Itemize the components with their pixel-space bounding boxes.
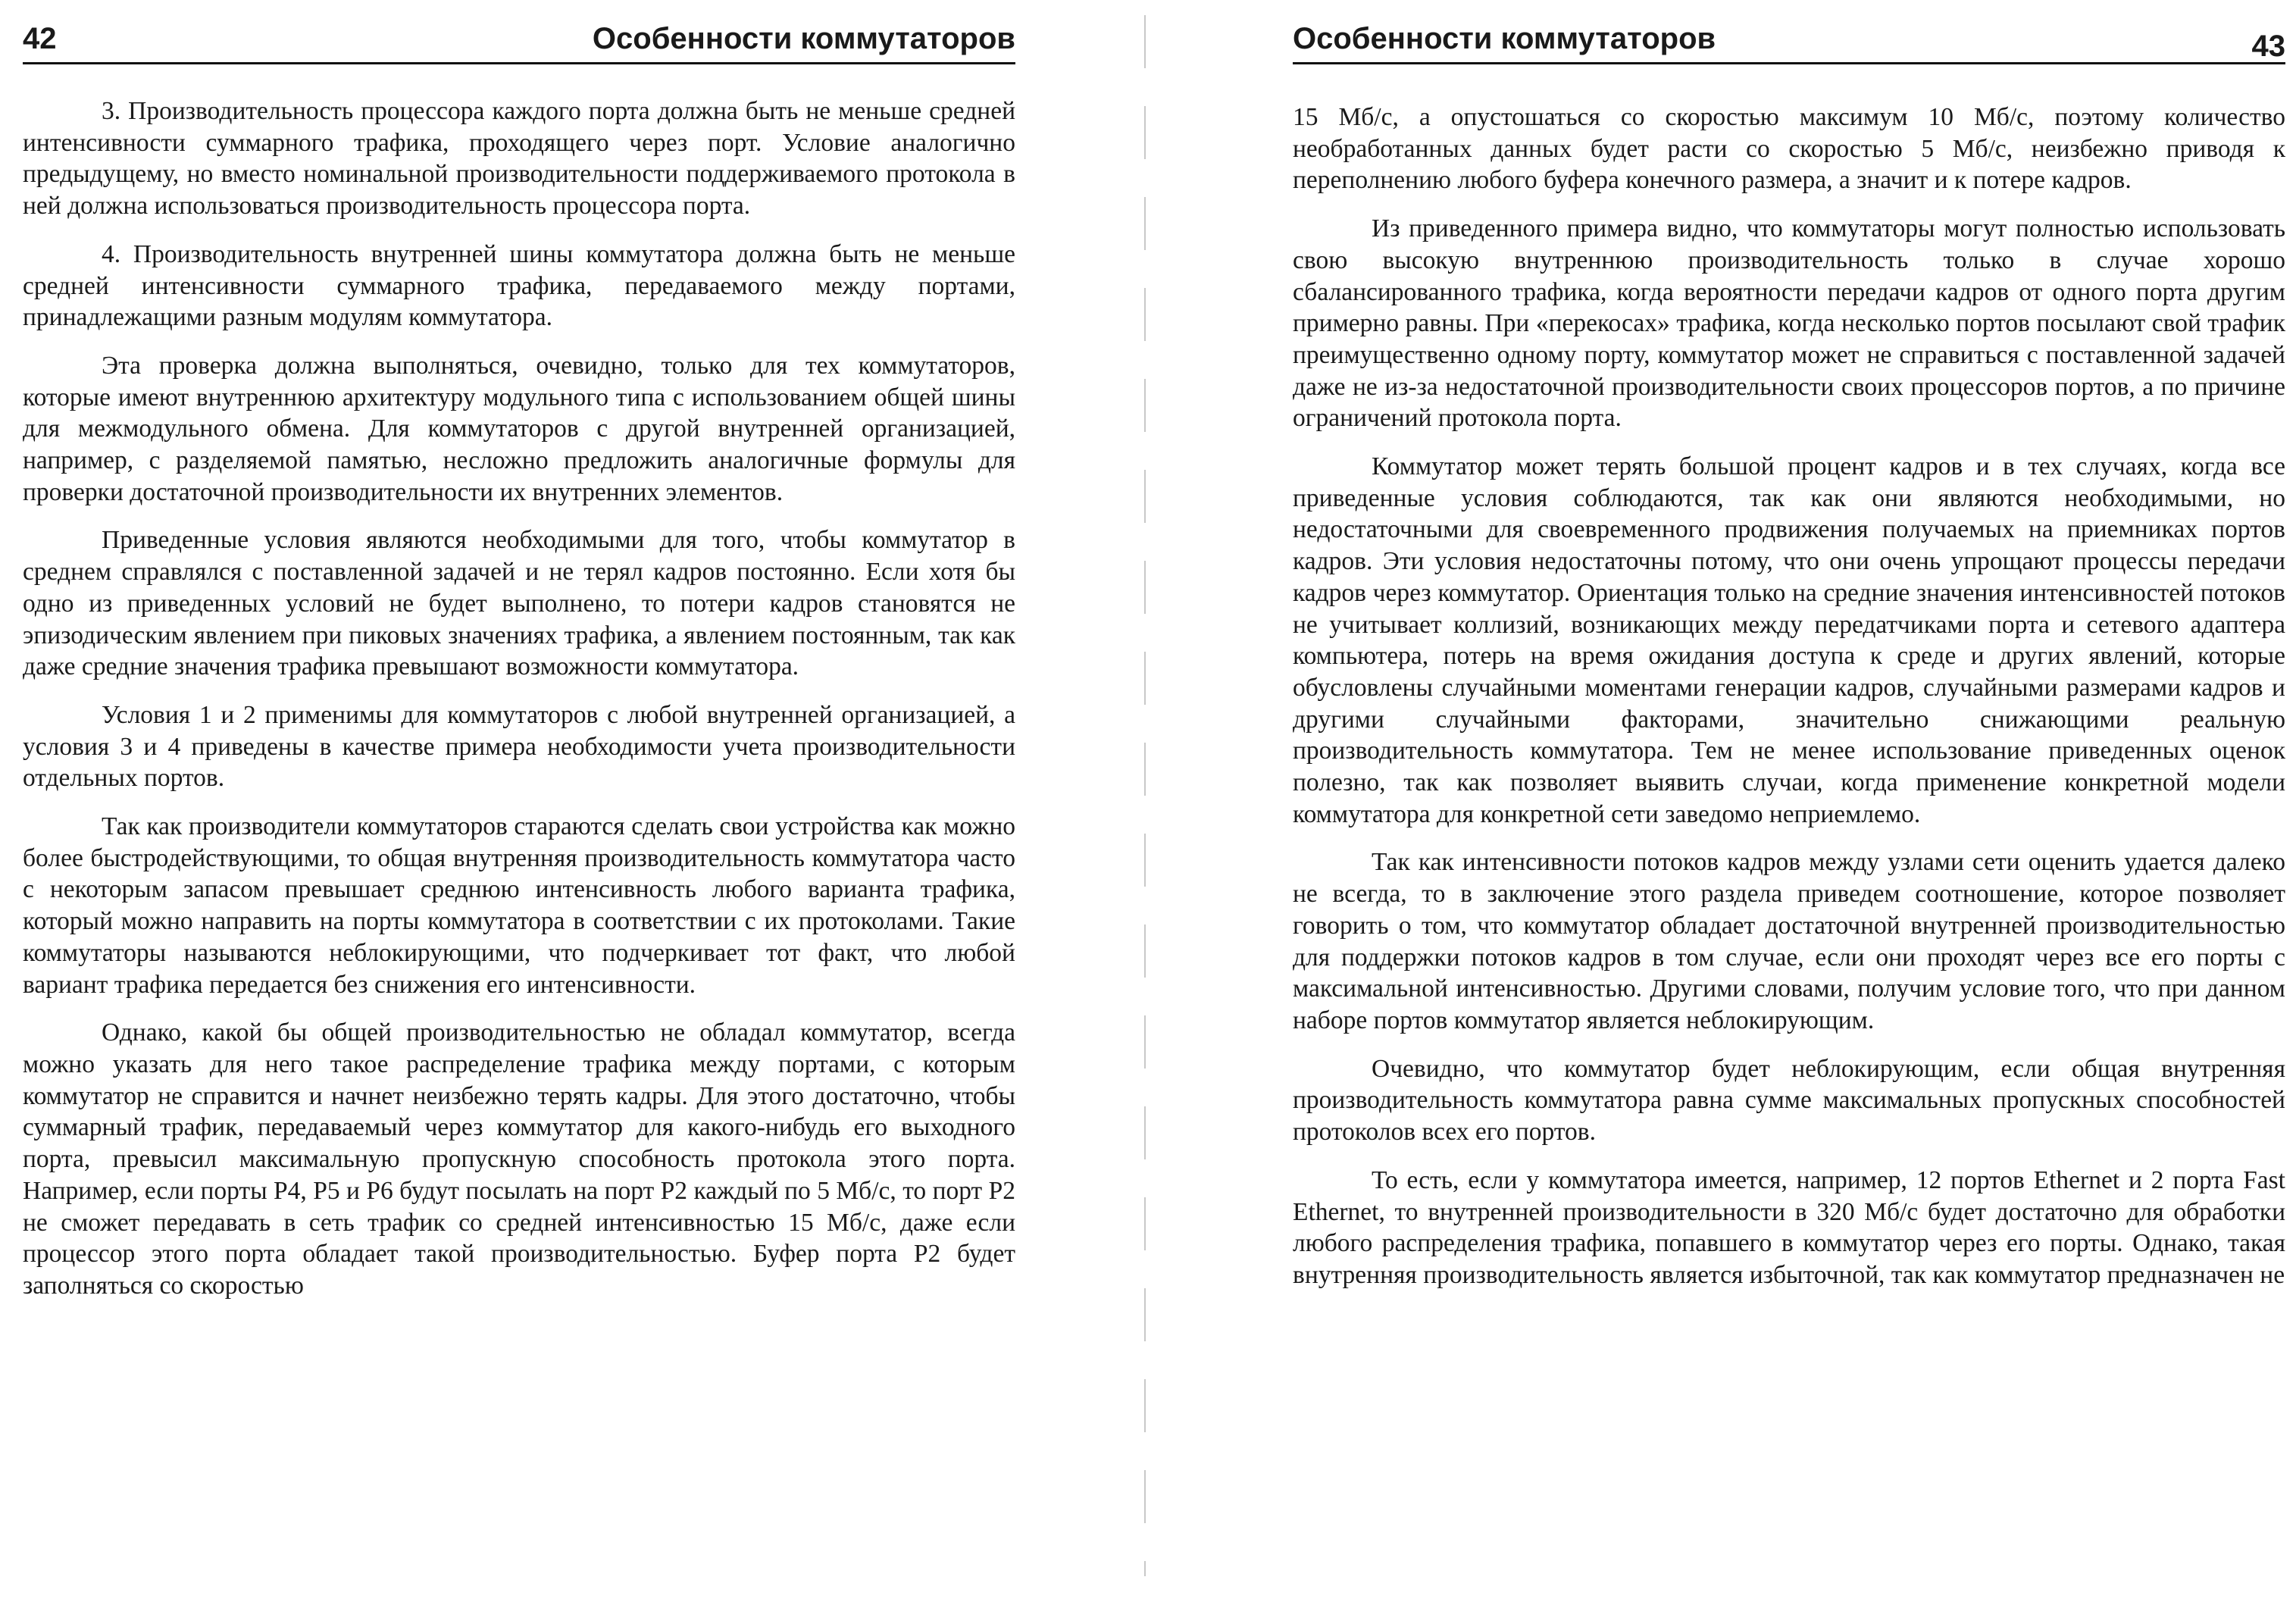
paragraph: Так как производители коммутаторов стараются сделать свои устройства как можно более быстродействующими, то общая внутренняя производительность коммутатора часто с некоторым запасом превышает среднюю интенсивность любого варианта трафика, который можно направить на порты коммутатора в соответствии с их протоколами. Такие коммутаторы называются неблокирующими, что подчеркивает тот факт, что любой вариант трафика передается без снижения его интенсивности.: [23, 812, 1015, 999]
paragraph: 3. Производительность процессора каждого порта должна быть не меньше средней интенсивности суммарного трафика, проходящего через порт. Условие аналогично предыдущему, но вместо номинальной производительности поддерживаемого протокола в ней должна использоваться производительность процессора порта.: [23, 97, 1015, 221]
right-page-body: [1293, 102, 2285, 1308]
paragraph: Из приведенного примера видно, что коммутаторы могут полностью использовать свою высокую внутреннюю производительность только в случае хорошо сбалансированного трафика, когда вероятности передачи кадров от одного порта другим примерно равны. При «перекосах» трафика, когда несколько портов посылают свой трафик преимущественно одному порту, коммутатор может не справиться с поставленной задачей даже не из-за недостаточной производительности своих процессоров портов, а по причине ограничений протокола порта.: [1293, 214, 2285, 433]
paragraph: Коммутатор может терять большой процент кадров и в тех случаях, когда все приведенные условия соблюдаются, так как они являются необходимыми, но недостаточными для своевременного продвижения получаемых на приемниках портов кадров. Эти условия недостаточны потому, что они очень упрощают процессы передачи кадров через коммутатор. Ориентация только на средние значения интенсивностей потоков не учитывает коллизий, возникающих между передатчиками порта и сетевого адаптера компьютера, потерь на время ожидания доступа к среде и других явлений, которые обусловлены случайными моментами генерации кадров, случайными размерами кадров и другими случайными факторами, значительно снижающими реальную производительность коммутатора. Тем не менее использование приведенных оценок полезно, так как позволяет выявить случаи, когда применение конкретной модели коммутатора для конкретной сети заведомо неприемлемо.: [1293, 452, 2285, 828]
right-page-header: [1293, 14, 2285, 64]
book-gutter: [1144, 15, 1146, 1576]
paragraph: Приведенные условия являются необходимыми для того, чтобы коммутатор в среднем справлялся с поставленной задачей и не терял кадров постоянно. Если хотя бы одно из приведенных условий не будет выполнено, то потери кадров становятся не эпизодическим явлением при пиковых значениях трафика, а явлением постоянным, так как даже средние значения трафика превышают возможности коммутатора.: [23, 526, 1015, 681]
left-page-body: [23, 95, 1015, 1319]
paragraph: 4. Производительность внутренней шины коммутатора должна быть не меньше средней интенсивности суммарного трафика, передаваемого между портами, принадлежащими разным модулям коммутатора.: [23, 239, 1015, 332]
page-number: 43: [2251, 30, 2285, 63]
paragraph: Однако, какой бы общей производительностью не обладал коммутатор, всегда можно указать для него такое распределение трафика между портами, с которым коммутатор не справится и начнет неизбежно терять кадры. Для этого достаточно, чтобы суммарный трафик, передаваемый через коммутатор для какого-нибудь его выходного порта, превысил максимальную пропускную способность протокола этого порта. Например, если порты Р4, Р5 и Р6 будут посылать на порт Р2 каждый по 5 Мб/с, то порт Р2 не сможет передавать в сеть трафик со средней интенсивностью 15 Мб/с, даже если процессор этого порта обладает такой производительностью. Буфер порта Р2 будет заполняться со скоростью: [23, 1018, 1015, 1300]
left-page-header: [23, 14, 1015, 64]
paragraph-continuation: 15 Мб/с, а опустошаться со скоростью максимум 10 Мб/с, поэтому количество необработанных данных будет расти со скоростью 5 Мб/с, неизбежно приводя к переполнению любого буфера конечного размера, а значит и к потере кадров.: [1293, 103, 2285, 195]
running-title: Особенности коммутаторов: [1293, 22, 1716, 55]
right-page: [1293, 0, 2285, 1605]
running-title: Особенности коммутаторов: [592, 22, 1015, 55]
left-page: [23, 0, 1015, 1605]
paragraph: Эта проверка должна выполняться, очевидно, только для тех коммутаторов, которые имеют внутреннюю архитектуру модульного типа с использованием общей шины для межмодульного обмена. Для коммутаторов с другой внутренней организацией, например, с разделяемой памятью, несложно предложить аналогичные формулы для проверки достаточной производительности их внутренних элементов.: [23, 351, 1015, 506]
page-number: 42: [23, 22, 57, 55]
paragraph: Условия 1 и 2 применимы для коммутаторов с любой внутренней организацией, а условия 3 и 4 приведены в качестве примера необходимости учета производительности отдельных портов.: [23, 700, 1015, 793]
paragraph: Очевидно, что коммутатор будет неблокирующим, если общая внутренняя производительность коммутатора равна сумме максимальных пропускных способностей протоколов всех его портов.: [1293, 1054, 2285, 1147]
paragraph: То есть, если у коммутатора имеется, например, 12 портов Ethernet и 2 порта Fast Ethernet, то внутренней производительности в 320 Мб/с будет достаточно для обработки любого распределения трафика, попавшего в коммутатор через его порты. Однако, такая внутренняя производительность является избыточной, так как коммутатор предназначен не: [1293, 1165, 2285, 1289]
paragraph: Так как интенсивности потоков кадров между узлами сети оценить удается далеко не всегда, то в заключение этого раздела приведем соотношение, которое позволяет говорить о том, что коммутатор обладает достаточной внутренней производительностью для поддержки потоков кадров в том случае, если они проходят через все его порты с максимальной интенсивностью. Другими словами, получим условие того, что при данном наборе портов коммутатор является неблокирующим.: [1293, 848, 2285, 1034]
